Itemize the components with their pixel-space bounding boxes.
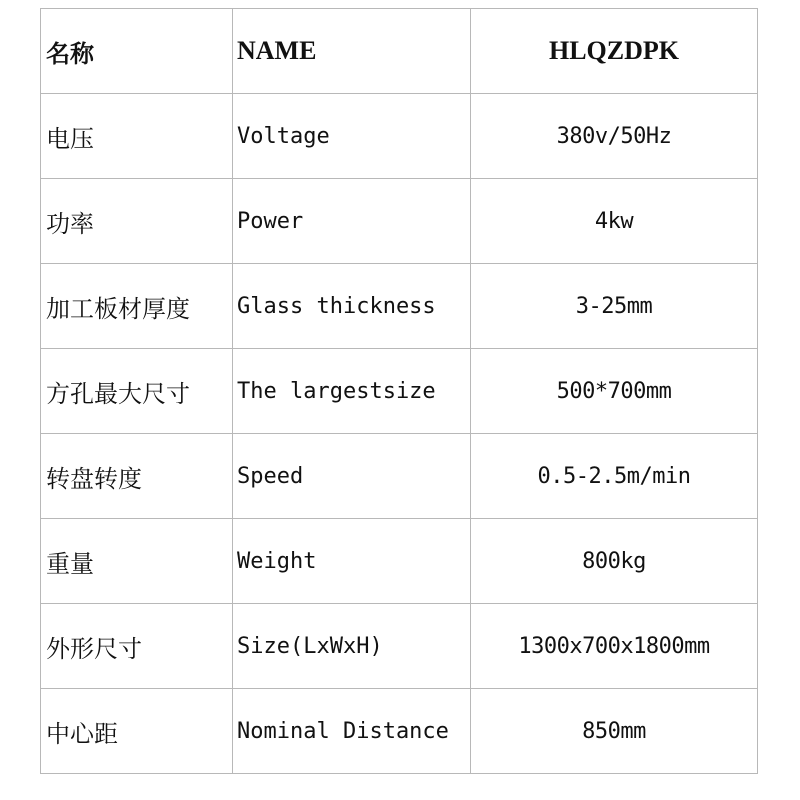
- header-name-cn: 名称: [41, 9, 233, 94]
- row-value: 0.5-2.5m/min: [471, 434, 758, 519]
- table-row: [41, 604, 758, 689]
- row-label-cn: 方孔最大尺寸: [41, 349, 233, 434]
- row-label-cn: 重量: [41, 519, 233, 604]
- row-label-en: Power: [233, 179, 471, 264]
- table-row: [41, 264, 758, 349]
- row-value: 4kw: [471, 179, 758, 264]
- table-header-row: [41, 9, 758, 94]
- row-value: 3-25mm: [471, 264, 758, 349]
- row-value: 380v/50Hz: [471, 94, 758, 179]
- row-label-en: Voltage: [233, 94, 471, 179]
- row-label-en: Weight: [233, 519, 471, 604]
- row-label-en: Speed: [233, 434, 471, 519]
- row-value: 1300x700x1800mm: [471, 604, 758, 689]
- row-label-cn: 转盘转度: [41, 434, 233, 519]
- row-label-cn: 功率: [41, 179, 233, 264]
- row-label-en: Size(LxWxH): [233, 604, 471, 689]
- header-model: HLQZDPK: [471, 9, 758, 94]
- table-row: [41, 94, 758, 179]
- row-label-cn: 加工板材厚度: [41, 264, 233, 349]
- table-row: [41, 434, 758, 519]
- row-label-en: The largestsize: [233, 349, 471, 434]
- table-row: [41, 349, 758, 434]
- row-label-en: Nominal Distance: [233, 689, 471, 774]
- table-row: [41, 519, 758, 604]
- row-label-en: Glass thickness: [233, 264, 471, 349]
- row-value: 850mm: [471, 689, 758, 774]
- spec-table: [40, 8, 758, 774]
- row-label-cn: 中心距: [41, 689, 233, 774]
- row-label-cn: 电压: [41, 94, 233, 179]
- table-row: [41, 689, 758, 774]
- table-row: [41, 179, 758, 264]
- row-value: 800kg: [471, 519, 758, 604]
- row-value: 500*700mm: [471, 349, 758, 434]
- row-label-cn: 外形尺寸: [41, 604, 233, 689]
- header-name-en: NAME: [233, 9, 471, 94]
